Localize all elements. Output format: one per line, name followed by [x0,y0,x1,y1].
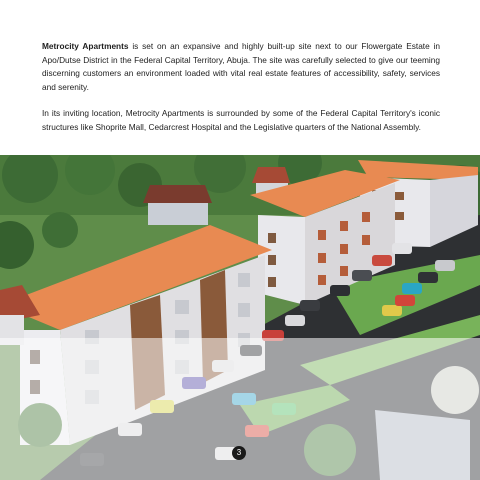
intro-text: is set on an expansive and highly built-up site next to our Flowergate Estate in Apo/Dutse District in the Federal Capital Territory, Abuja. The site was carefully selected to give our teeming discerning customers an environment loaded with vital real estate features of accessibility, safety, services and serenity. [42,41,441,92]
project-name: Metrocity Apartments [42,41,129,51]
location-text: In its inviting location, Metrocity Apartments is surrounded by some of the Federal Capital Territory's iconic structures like Shoprite Mall, Cedarcrest Hospital and the Legislative quarters of the National Assembly. [42,108,440,132]
location-paragraph [42,107,440,134]
page-number-badge: 3 [232,446,246,460]
car-icon [285,315,305,326]
intro-paragraph [42,40,440,94]
